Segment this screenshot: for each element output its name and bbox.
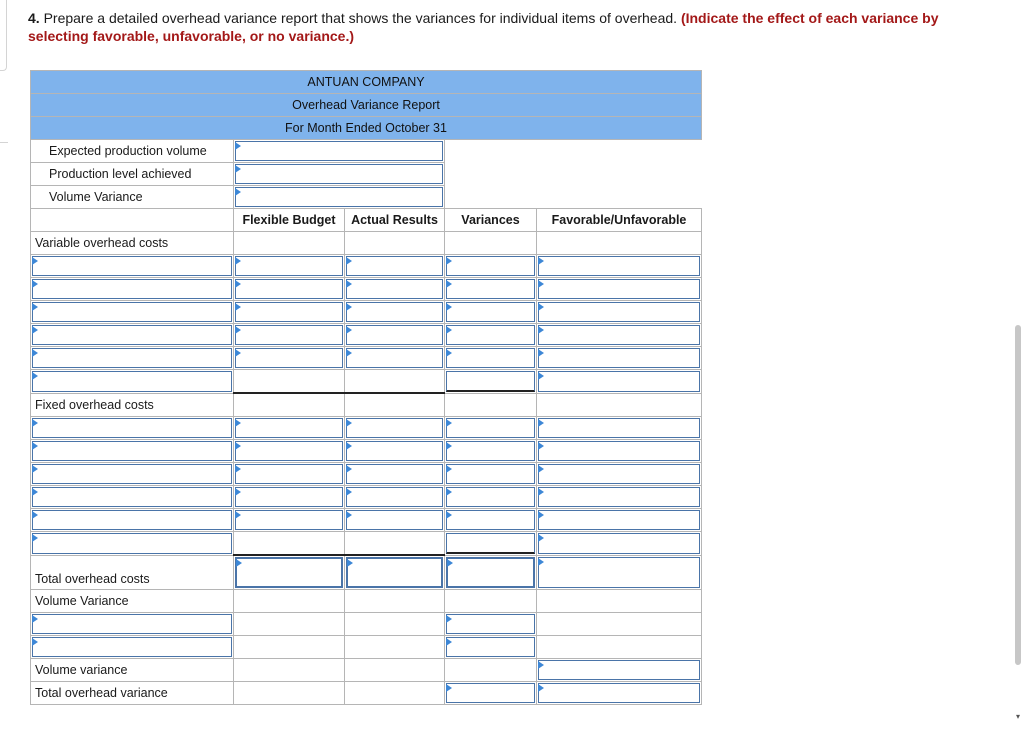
col-flexible-budget: Flexible Budget — [234, 209, 345, 232]
variable-flexible-input[interactable] — [235, 348, 343, 368]
question-body: Prepare a detailed overhead variance report that shows the variances for individual items of overhead. — [43, 10, 678, 26]
question-text — [28, 9, 978, 45]
col-variances: Variances — [445, 209, 537, 232]
volume-variance-top-label: Volume Variance — [31, 186, 234, 209]
fixed-fav-select[interactable] — [538, 441, 700, 461]
variable-actual-input[interactable] — [346, 279, 443, 299]
variable-item-input[interactable] — [32, 256, 232, 276]
fixed-fav-select[interactable] — [538, 464, 700, 484]
total-variance-input[interactable] — [446, 557, 535, 588]
variable-variance-input[interactable] — [446, 279, 535, 299]
volume-variance-calc-input[interactable] — [32, 637, 232, 657]
fixed-item-input[interactable] — [32, 418, 232, 438]
variable-flexible-input[interactable] — [235, 325, 343, 345]
fixed-total-label-input[interactable] — [32, 533, 232, 554]
total-flexible-input[interactable] — [235, 557, 343, 588]
variable-fav-select[interactable] — [538, 279, 700, 299]
question-instruction: (Indicate the effect of each variance by selecting favorable, unfavorable, or no variance.) — [28, 10, 939, 44]
variable-flexible-input[interactable] — [235, 302, 343, 322]
volume-variance-section-label: Volume Variance — [31, 589, 234, 612]
production-achieved-input[interactable] — [235, 164, 443, 184]
total-fav-select[interactable] — [538, 557, 700, 588]
volume-variance-label: Volume variance — [31, 658, 234, 681]
variable-variance-input[interactable] — [446, 348, 535, 368]
variable-flexible-input[interactable] — [235, 256, 343, 276]
col-actual-results: Actual Results — [345, 209, 445, 232]
variable-fav-select[interactable] — [538, 256, 700, 276]
fixed-fav-select[interactable] — [538, 418, 700, 438]
variable-item-input[interactable] — [32, 279, 232, 299]
fixed-item-input[interactable] — [32, 510, 232, 530]
fixed-fav-select[interactable] — [538, 510, 700, 530]
fixed-item-input[interactable] — [32, 487, 232, 507]
report-title: Overhead Variance Report — [31, 94, 702, 117]
total-actual-input[interactable] — [346, 557, 443, 588]
col-favorable-unfavorable: Favorable/Unfavorable — [537, 209, 702, 232]
fixed-flexible-input[interactable] — [235, 487, 343, 507]
variable-actual-input[interactable] — [346, 256, 443, 276]
scroll-down-arrow-icon[interactable]: ▾ — [1016, 712, 1021, 721]
volume-variance-calc-input[interactable] — [32, 614, 232, 634]
fixed-item-input[interactable] — [32, 464, 232, 484]
variable-variance-input[interactable] — [446, 256, 535, 276]
fixed-fav-select[interactable] — [538, 487, 700, 507]
left-divider — [0, 142, 8, 143]
variable-total-variance[interactable] — [446, 371, 535, 392]
total-overhead-label: Total overhead costs — [31, 555, 234, 589]
fixed-flexible-input[interactable] — [235, 464, 343, 484]
variable-actual-input[interactable] — [346, 348, 443, 368]
fixed-actual-input[interactable] — [346, 441, 443, 461]
fixed-flexible-input[interactable] — [235, 441, 343, 461]
fixed-flexible-input[interactable] — [235, 510, 343, 530]
variable-item-input[interactable] — [32, 325, 232, 345]
fixed-total-variance[interactable] — [446, 533, 535, 554]
question-number: 4. — [28, 10, 40, 26]
expected-production-label: Expected production volume — [31, 140, 234, 163]
fixed-overhead-header: Fixed overhead costs — [31, 393, 234, 417]
total-overhead-variance-fav-select[interactable] — [538, 683, 700, 703]
volume-variance-calc-value[interactable] — [446, 614, 535, 634]
volume-variance-calc-value[interactable] — [446, 637, 535, 657]
expected-production-input[interactable] — [235, 141, 443, 161]
variable-overhead-header: Variable overhead costs — [31, 232, 234, 255]
fixed-variance-input[interactable] — [446, 487, 535, 507]
fixed-actual-input[interactable] — [346, 487, 443, 507]
total-overhead-variance-value[interactable] — [446, 683, 535, 703]
fixed-variance-input[interactable] — [446, 418, 535, 438]
production-achieved-label: Production level achieved — [31, 163, 234, 186]
report-period: For Month Ended October 31 — [31, 117, 702, 140]
variable-total-label-input[interactable] — [32, 371, 232, 392]
volume-variance-top-input[interactable] — [235, 187, 443, 207]
fixed-variance-input[interactable] — [446, 510, 535, 530]
variable-flexible-input[interactable] — [235, 279, 343, 299]
variable-variance-input[interactable] — [446, 325, 535, 345]
variable-fav-select[interactable] — [538, 325, 700, 345]
variable-item-input[interactable] — [32, 348, 232, 368]
fixed-flexible-input[interactable] — [235, 418, 343, 438]
fixed-total-fav-select[interactable] — [538, 533, 700, 554]
variable-fav-select[interactable] — [538, 302, 700, 322]
fixed-actual-input[interactable] — [346, 510, 443, 530]
report-company: ANTUAN COMPANY — [31, 71, 702, 94]
variable-item-input[interactable] — [32, 302, 232, 322]
total-overhead-variance-label: Total overhead variance — [31, 681, 234, 704]
fixed-item-input[interactable] — [32, 441, 232, 461]
fixed-actual-input[interactable] — [346, 418, 443, 438]
variable-actual-input[interactable] — [346, 302, 443, 322]
variable-variance-input[interactable] — [446, 302, 535, 322]
fixed-variance-input[interactable] — [446, 464, 535, 484]
fixed-actual-input[interactable] — [346, 464, 443, 484]
variable-fav-select[interactable] — [538, 348, 700, 368]
fixed-variance-input[interactable] — [446, 441, 535, 461]
overhead-variance-report — [30, 70, 702, 705]
variable-total-fav-select[interactable] — [538, 371, 700, 392]
volume-variance-fav-select[interactable] — [538, 660, 700, 680]
vertical-scrollbar[interactable] — [1015, 325, 1021, 665]
left-edge-decoration — [0, 0, 7, 71]
variable-actual-input[interactable] — [346, 325, 443, 345]
